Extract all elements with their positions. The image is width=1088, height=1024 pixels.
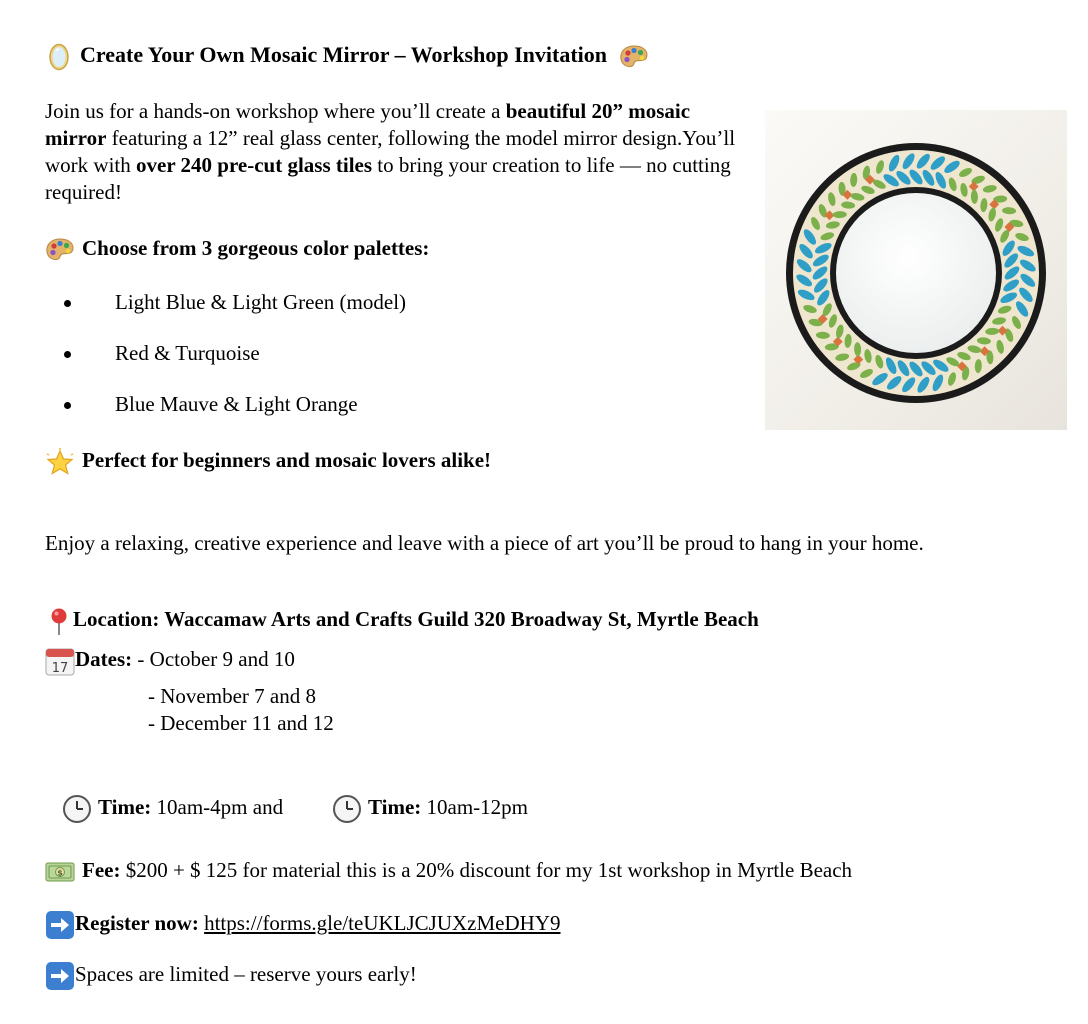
location-text: Location: Waccamaw Arts and Crafts Guild 320 Broadway St, Myrtle Beach	[73, 606, 759, 631]
clock-icon	[332, 794, 362, 824]
round-pushpin-icon	[48, 606, 70, 636]
palette-option-1: Light Blue & Light Green (model)	[115, 290, 407, 314]
time-row-2	[332, 794, 528, 824]
list-item	[64, 392, 358, 417]
register-row	[45, 910, 560, 940]
intro-text-2: featuring a 12” real glass center, following the model mirror design.You’ll work with	[45, 126, 736, 177]
page-title: Create Your Own Mosaic Mirror – Workshop Invitation	[80, 42, 607, 67]
enjoy-paragraph: Enjoy a relaxing, creative experience and leave with a piece of art you’ll be proud to hang in your home.	[45, 531, 924, 555]
list-item	[64, 341, 260, 366]
intro-text-3: to bring your creation to life — no cutting required!	[45, 153, 731, 204]
fee-value: $200 + $ 125 for material this is a 20% discount for my 1st workshop in Myrtle Beach	[120, 858, 853, 882]
dates-second: - November 7 and 8	[148, 684, 316, 708]
calendar-icon	[45, 646, 75, 676]
svg-text:$: $	[57, 868, 63, 878]
dates-label: Dates:	[75, 646, 133, 671]
bullet-dot	[64, 402, 71, 409]
beginners-text: Perfect for beginners and mosaic lovers alike!	[82, 448, 492, 472]
palettes-heading-row	[45, 236, 429, 263]
palette-icon	[45, 237, 75, 263]
calendar-day: 17	[51, 661, 69, 676]
register-label: Register now:	[75, 910, 199, 935]
palette-icon	[619, 44, 649, 70]
right-arrow-icon	[45, 961, 75, 991]
time-value-2: 10am-12pm	[421, 794, 529, 819]
clock-icon	[62, 794, 92, 824]
palette-option-3: Blue Mauve & Light Orange	[115, 392, 358, 416]
register-link[interactable]: https://forms.gle/teUKLJCJUXzMeDHY9	[204, 910, 561, 935]
dates-first: - October 9 and 10	[132, 646, 295, 671]
right-arrow-icon	[45, 910, 75, 940]
time-label-2: Time:	[368, 794, 422, 819]
mirror-icon	[48, 43, 70, 71]
spaces-text: Spaces are limited – reserve yours early!	[75, 961, 417, 986]
spaces-row	[45, 961, 417, 991]
dates-third: - December 11 and 12	[148, 711, 334, 735]
intro-paragraph	[45, 98, 745, 206]
location-row	[48, 606, 759, 636]
dates-row	[45, 646, 295, 676]
mosaic-mirror-illustration	[765, 110, 1067, 430]
fee-label: Fee:	[82, 858, 121, 882]
bullet-dot	[64, 300, 71, 307]
intro-bold-2: over 240 pre-cut glass tiles	[136, 153, 373, 177]
intro-bold-1: beautiful 20” mosaic mirror	[45, 99, 691, 150]
title-row	[48, 42, 649, 71]
glowing-star-icon	[45, 448, 75, 476]
bullet-dot	[64, 351, 71, 358]
beginners-row	[45, 448, 491, 476]
palettes-heading: Choose from 3 gorgeous color palettes:	[82, 236, 430, 260]
fee-row	[45, 858, 852, 883]
mosaic-mirror-photo	[765, 110, 1067, 430]
intro-text-1: Join us for a hands-on workshop where you’ll create a	[45, 99, 506, 123]
dollar-banknote-icon	[45, 861, 75, 883]
time-row	[62, 794, 283, 824]
time-label-1: Time:	[98, 794, 152, 819]
time-value-1: 10am-4pm and	[151, 794, 284, 819]
list-item	[64, 290, 406, 315]
palette-option-2: Red & Turquoise	[115, 341, 260, 365]
